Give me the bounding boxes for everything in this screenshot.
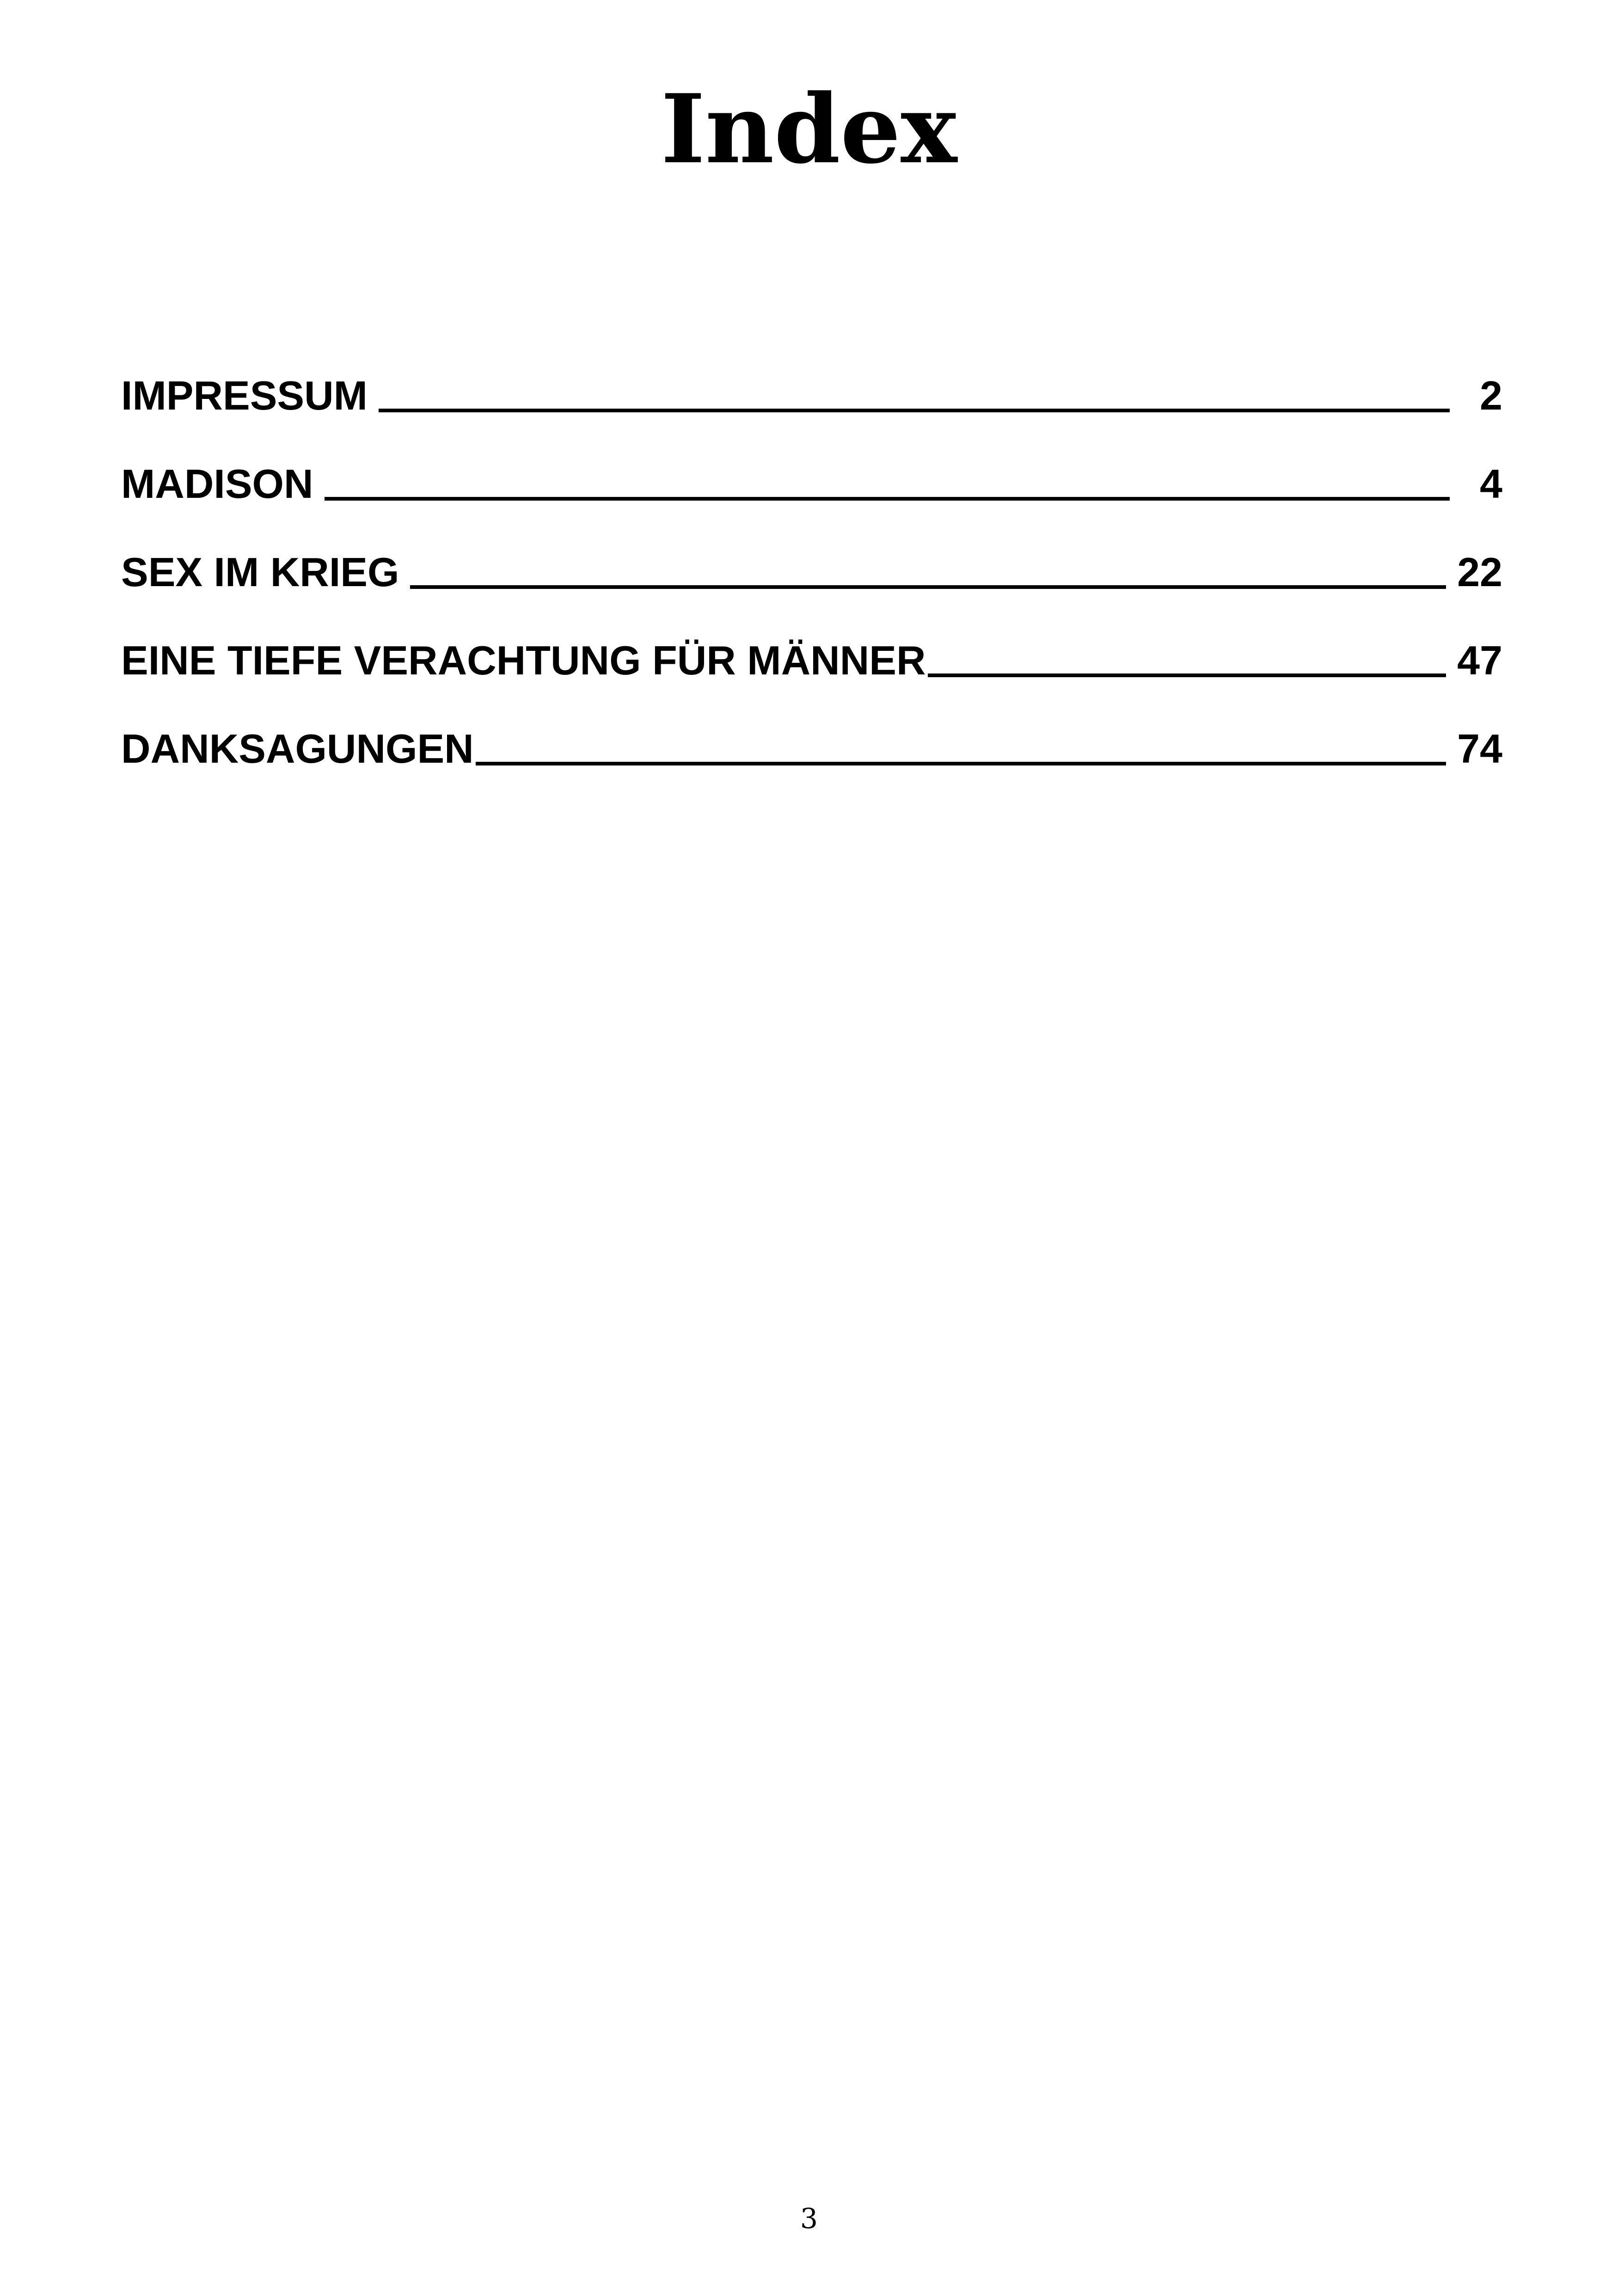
toc-leader-line	[928, 673, 1446, 677]
toc-entry-page: 2	[1480, 373, 1502, 418]
toc-entry-page: 74	[1457, 726, 1502, 771]
toc-entry-impressum[interactable]	[121, 331, 1502, 419]
toc-leader-line	[325, 497, 1450, 501]
table-of-contents	[121, 331, 1502, 772]
toc-entry-label: IMPRESSUM	[121, 373, 368, 418]
page-number: 3	[800, 2203, 818, 2235]
toc-leader-line	[410, 585, 1446, 589]
toc-leader-line	[476, 762, 1446, 765]
toc-entry-page: 47	[1457, 637, 1502, 683]
toc-entry-label: SEX IM KRIEG	[121, 549, 399, 595]
page-title: Index	[661, 74, 957, 185]
toc-entry-sex-im-krieg[interactable]	[121, 507, 1502, 595]
toc-entry-madison[interactable]	[121, 419, 1502, 507]
toc-entry-eine-tiefe-verachtung[interactable]	[121, 595, 1502, 684]
toc-leader-line	[379, 409, 1450, 412]
toc-entry-label: MADISON	[121, 461, 313, 507]
toc-entry-page: 22	[1457, 549, 1502, 595]
toc-entry-page: 4	[1480, 461, 1502, 507]
toc-entry-danksagungen[interactable]	[121, 684, 1502, 772]
toc-entry-label: EINE TIEFE VERACHTUNG FÜR MÄNNER	[121, 637, 926, 683]
toc-entry-label: DANKSAGUNGEN	[121, 726, 474, 771]
